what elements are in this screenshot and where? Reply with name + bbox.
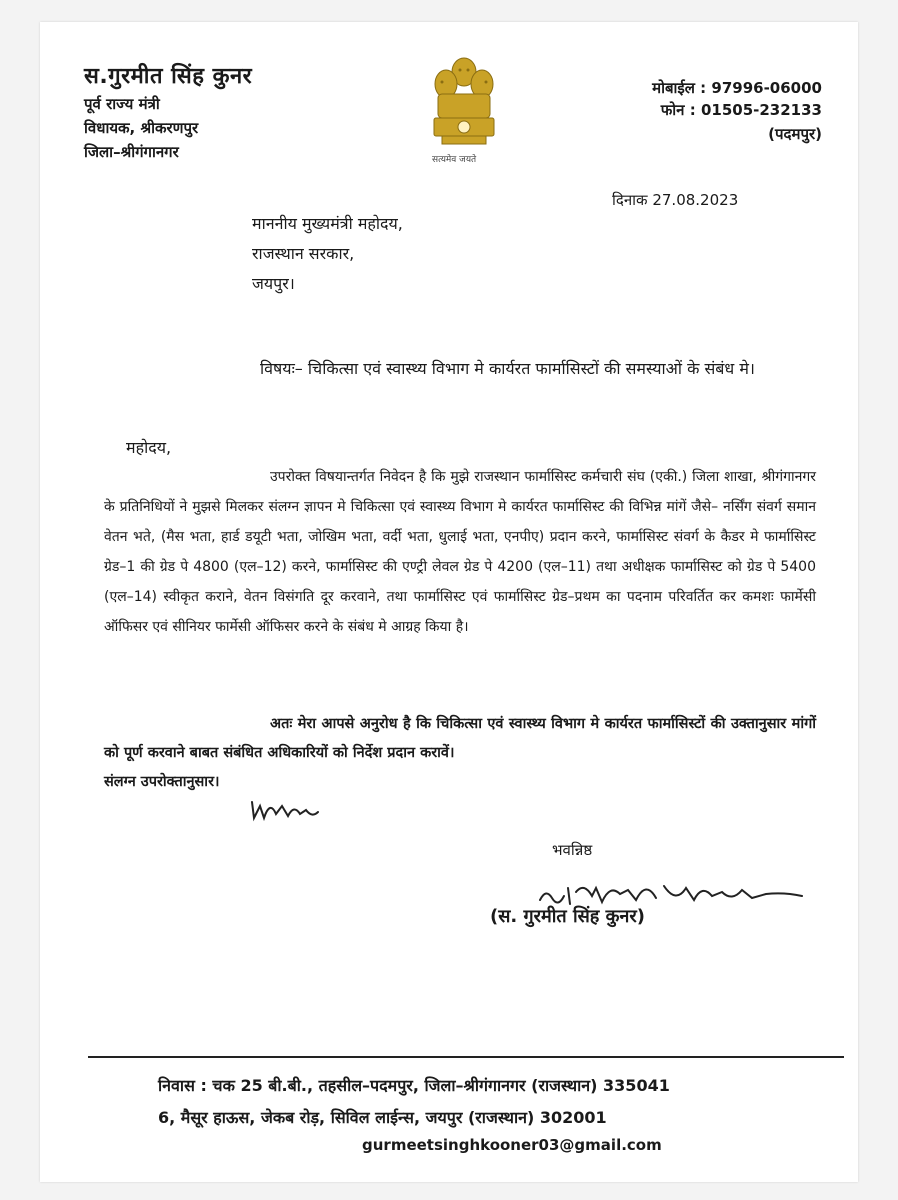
request-text: अतः मेरा आपसे अनुरोध है कि चिकित्सा एवं स्वास्थ्य विभाग मे कार्यरत फार्मासिस्टों की उक्तानुसार मांगों को पूर्ण करवाने बाबत संबंधित अधिकारियों को निर्देश प्रदान करावें। bbox=[104, 716, 816, 761]
salutation: महोदय, bbox=[126, 438, 172, 457]
emblem-motto: सत्यमेव जयते bbox=[432, 155, 477, 165]
jaipur-address: 6, मैसूर हाऊस, जेकब रोड़, सिविल लाईन्स, जयपुर (राजस्थान) 302001 bbox=[158, 1108, 607, 1127]
footer-divider bbox=[88, 1056, 844, 1058]
phone-number: फोन : 01505-232133 bbox=[660, 101, 822, 119]
request-paragraph bbox=[104, 710, 816, 797]
closing-phrase: भवन्निष्ठ bbox=[552, 841, 593, 859]
letter-page bbox=[40, 22, 858, 1182]
sender-name: स.गुरमीत सिंह कुनर bbox=[84, 64, 253, 89]
subject-line: विषयः– चिकित्सा एवं स्वास्थ्य विभाग मे कार्यरत फार्मासिस्टों की समस्याओं के संबंध मे। bbox=[260, 359, 755, 378]
initials-scribble-icon bbox=[248, 792, 322, 832]
sender-mla: विधायक, श्रीकरणपुर bbox=[84, 119, 199, 137]
residence-address: निवास : चक 25 बी.बी., तहसील–पदमपुर, जिला–श्रीगंगानगर (राजस्थान) 335041 bbox=[158, 1076, 670, 1095]
signatory-name: (स. गुरमीत सिंह कुनर) bbox=[490, 906, 646, 927]
mobile-number: मोबाईल : 97996-06000 bbox=[652, 79, 822, 97]
phone-place: (पदमपुर) bbox=[768, 125, 822, 143]
enclosure-note: संलग्न उपरोक्तानुसार। bbox=[104, 774, 220, 790]
email-address: gurmeetsinghkooner03@gmail.com bbox=[362, 1136, 662, 1154]
body-paragraph: उपरोक्त विषयान्तर्गत निवेदन है कि मुझे राजस्थान फार्मासिस्ट कर्मचारी संघ (एकी.) जिला शाखा, श्रीगंगानगर के प्रतिनिधियों ने मुझसे मिलकर संलग्न ज्ञापन मे चिकित्सा एवं स्वास्थ्य विभाग मे कार्यरत फार्मासिस्ट की विभिन्न मांगें जैसे– नर्सिंग संवर्ग समान वेतन भते, (मैस भता, हार्ड डयूटी भता, जोखिम भता, वर्दी भता, धुलाई भता, एनपीए) प्रदान करने, फार्मासिस्ट संवर्ग के कैडर मे फार्मासिस्ट ग्रेड–1 की ग्रेड पे 4800 (एल–12) करने, फार्मासिस्ट की एण्ट्री लेवल ग्रेड पे 4200 (एल–11) तथा अधीक्षक फार्मासिस्ट को ग्रेड पे 5400 (एल–14) स्वीकृत कराने, वेतन विसंगति दूर करवाने, तथा फार्मासिस्ट एवं फार्मासिस्ट ग्रेड–प्रथम का पदनाम परिवर्तित कर कमशः फार्मेसी ऑफिसर एवं सीनियर फार्मेसी ऑफिसर करने के संबंध मे आग्रह किया है। bbox=[104, 469, 816, 635]
addressee-line-2: राजस्थान सरकार, bbox=[252, 244, 355, 263]
sender-designation: पूर्व राज्य मंत्री bbox=[84, 95, 160, 113]
sender-district: जिला–श्रीगंगानगर bbox=[84, 143, 179, 161]
addressee-line-3: जयपुर। bbox=[252, 274, 295, 293]
letter-date: दिनाक 27.08.2023 bbox=[612, 191, 739, 209]
addressee-line-1: माननीय मुख्यमंत्री महोदय, bbox=[252, 214, 403, 233]
